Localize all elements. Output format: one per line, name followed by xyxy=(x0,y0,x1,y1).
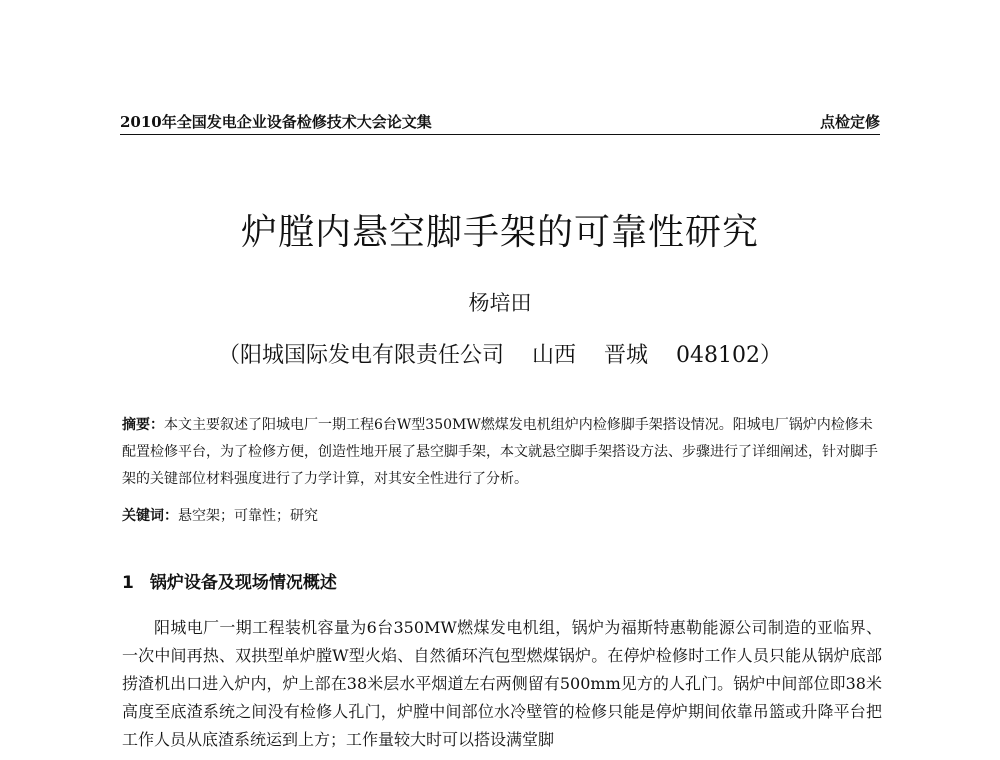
header-proceedings-title: 2010年全国发电企业设备检修技术大会论文集 xyxy=(120,113,432,131)
keywords xyxy=(122,504,882,528)
author-affiliation: （阳城国际发电有限责任公司 山西 晋城 048102） xyxy=(218,343,782,368)
section-heading xyxy=(122,570,337,596)
section-title: 锅炉设备及现场情况概述 xyxy=(149,573,337,593)
header-section-tag: 点检定修 xyxy=(819,113,880,131)
header-divider xyxy=(120,134,880,135)
paper-title: 炉膛内悬空脚手架的可靠性研究 xyxy=(240,212,759,253)
abstract xyxy=(122,412,882,493)
author-name: 杨培田 xyxy=(468,291,532,315)
running-header xyxy=(120,111,880,133)
abstract-text: 本文主要叙述了阳城电厂一期工程6台W型350MW燃煤发电机组炉内检修脚手架搭设情况。阳城电厂锅炉内检修未配置检修平台，为了检修方便，创造性地开展了悬空脚手架，本文就悬空脚手架搭设方法、步骤进行了详细阐述，针对脚手架的关键部位材料强度进行了力学计算，对其安全性进行了分析。 xyxy=(122,417,878,487)
keywords-label: 关键词： xyxy=(122,508,178,524)
body-paragraph: 阳城电厂一期工程装机容量为6台350MW燃煤发电机组，锅炉为福斯特惠勒能源公司制造的亚临界、一次中间再热、双拱型单炉膛W型火焰、自然循环汽包型燃煤锅炉。在停炉检修时工作人员只能从锅炉底部捞渣机出口进入炉内，炉上部在38米层水平烟道左右两侧留有500mm见方的人孔门。锅炉中间部位即38米高度至底渣系统之间没有检修人孔门，炉膛中间部位水冷壁管的检修只能是停炉期间依靠吊篮或升降平台把工作人员从底渣系统运到上方；工作量较大时可以搭设满堂脚 xyxy=(122,618,882,749)
section-number: 1 xyxy=(122,573,134,593)
keywords-text: 悬空架；可靠性；研究 xyxy=(178,508,318,524)
abstract-label: 摘要： xyxy=(122,417,164,433)
